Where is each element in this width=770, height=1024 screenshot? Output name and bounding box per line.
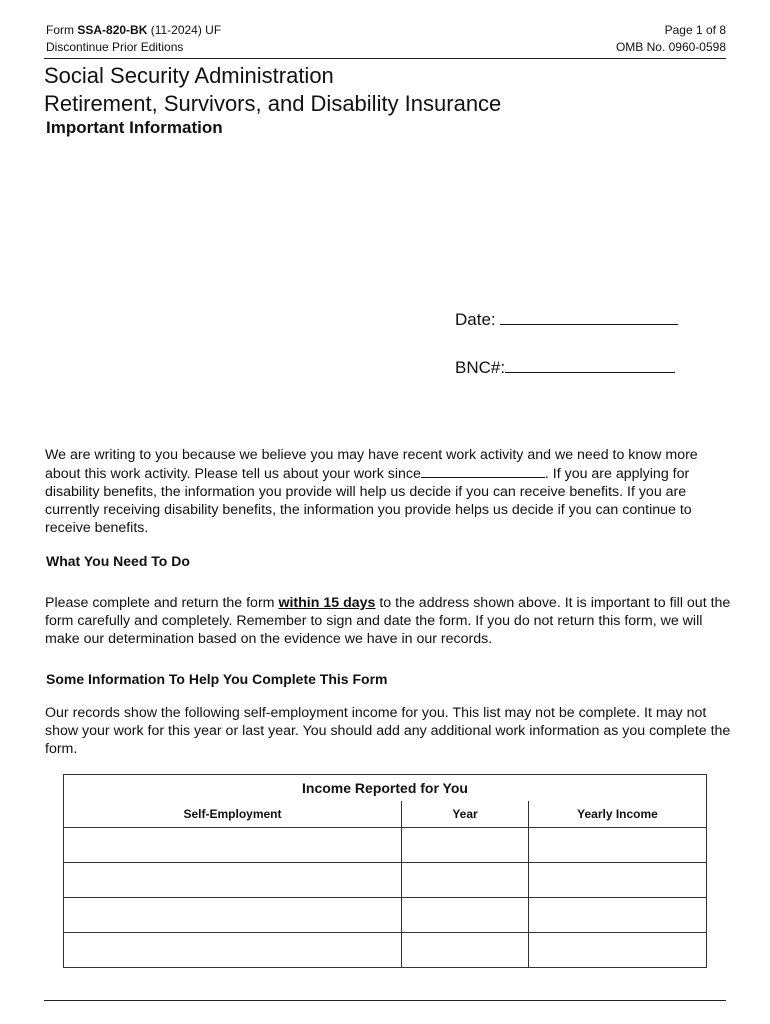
self-employment-cell[interactable] — [64, 898, 402, 933]
header-divider — [44, 58, 726, 59]
year-cell[interactable] — [402, 828, 529, 863]
year-cell[interactable] — [402, 863, 529, 898]
income-table-caption: Income Reported for You — [64, 775, 707, 802]
bnc-input-line[interactable] — [505, 356, 675, 373]
income-table — [63, 774, 707, 968]
form-header-right — [616, 22, 726, 56]
yearly-income-cell[interactable] — [529, 898, 707, 933]
work-since-blank[interactable] — [421, 464, 545, 478]
date-label: Date: — [455, 310, 496, 329]
table-row — [64, 863, 707, 898]
col-self-employment: Self-Employment — [64, 801, 402, 828]
yearly-income-cell[interactable] — [529, 863, 707, 898]
bnc-label: BNC#: — [455, 358, 506, 377]
col-year: Year — [402, 801, 529, 828]
date-field[interactable] — [455, 308, 678, 330]
yearly-income-cell[interactable] — [529, 933, 707, 968]
date-input-line[interactable] — [500, 308, 678, 325]
page-subtitle: Important Information — [46, 118, 223, 137]
discontinue-note: Discontinue Prior Editions — [46, 40, 184, 54]
agency-name: Social Security Administration — [44, 63, 334, 88]
table-row — [64, 933, 707, 968]
self-employment-cell[interactable] — [64, 933, 402, 968]
bnc-field[interactable] — [455, 356, 675, 378]
help-paragraph: Our records show the following self-employment income for you. This list may not be complete. It may not show your work for this year or last year. You should add any additional work information as you complete the form. — [45, 705, 731, 757]
what-to-do-heading: What You Need To Do — [46, 553, 190, 569]
col-yearly-income: Yearly Income — [529, 801, 707, 828]
page-number: Page 1 of 8 — [664, 23, 726, 37]
year-cell[interactable] — [402, 933, 529, 968]
table-row — [64, 898, 707, 933]
form-code: SSA-820-BK — [77, 23, 148, 37]
footer-divider — [44, 1000, 726, 1001]
omb-number: OMB No. 0960-0598 — [615, 40, 726, 54]
self-employment-cell[interactable] — [64, 828, 402, 863]
title-block — [44, 62, 501, 118]
help-heading: Some Information To Help You Complete This Form — [46, 671, 388, 687]
yearly-income-cell[interactable] — [529, 828, 707, 863]
form-header-left — [46, 22, 221, 56]
table-row — [64, 828, 707, 863]
deadline-emphasis: within 15 days — [278, 595, 376, 611]
year-cell[interactable] — [402, 898, 529, 933]
program-name: Retirement, Survivors, and Disability Insurance — [44, 91, 502, 116]
self-employment-cell[interactable] — [64, 863, 402, 898]
form-id: Form SSA-820-BK (11-2024) UF — [46, 23, 222, 37]
what-to-do-paragraph: Please complete and return the form within 15 days to the address shown above. It is important to fill out the form carefully and completely. Remember to sign and date the form. If you do not return this form, we will make our determination based on the evidence we have in our records. — [45, 595, 731, 647]
intro-paragraph: We are writing to you because we believe you may have recent work activity and we need to know more about this work activity. Please tell us about your work since . If you are applying for disability benefits, the information you provide will help us decide if you can receive benefits. If you are currently receiving disability benefits, the information you provide helps us decide if you can continue to receive benefits. — [45, 447, 698, 536]
